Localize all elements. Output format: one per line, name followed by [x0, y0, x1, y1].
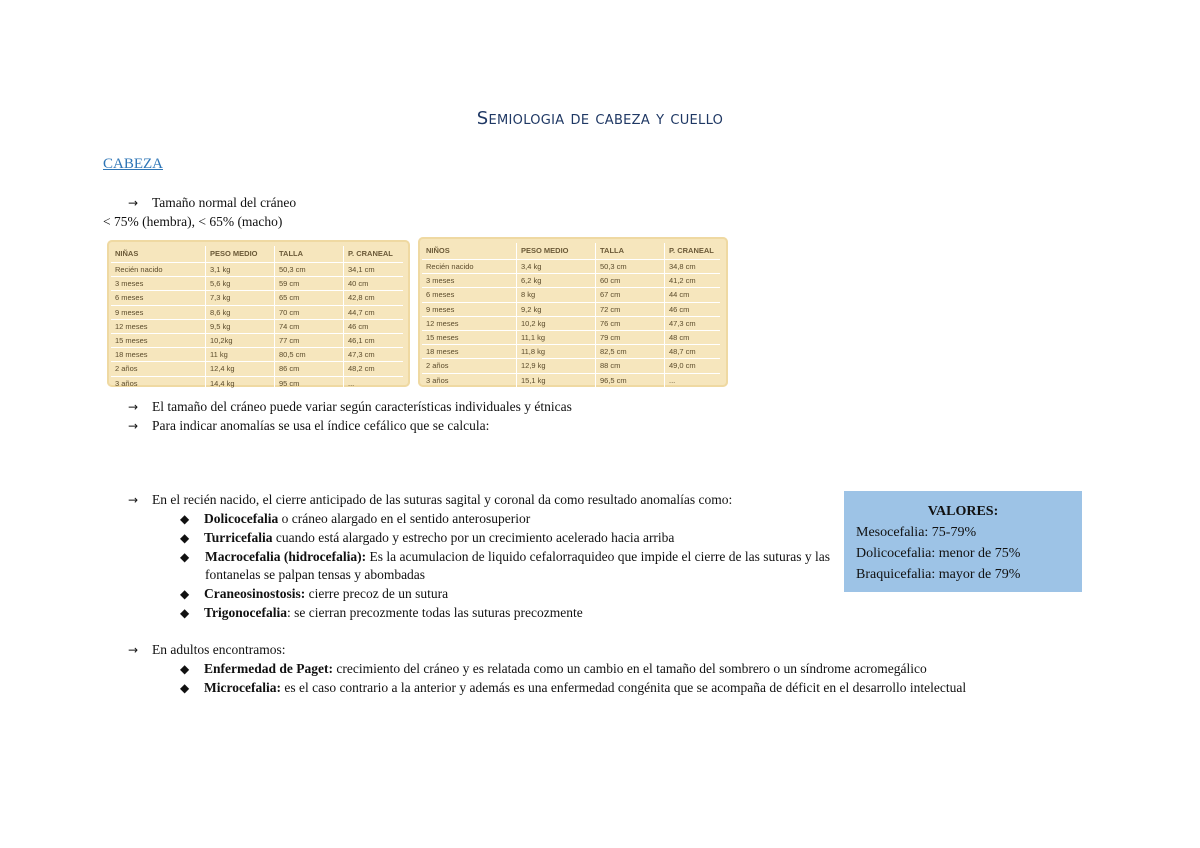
bullet-text: El tamaño del cráneo puede variar según características individuales y étnicas — [152, 399, 572, 414]
table-cell: 7,3 kg — [206, 291, 275, 305]
table-cell: 74 cm — [275, 319, 344, 333]
bullet-adultos — [128, 641, 285, 659]
definition: Es la acumulacion de liquido cefalorraquideo que impide el cierre de las suturas y las fontanelas se palpan tensas y abombadas — [205, 549, 830, 582]
table-cell: 46 cm — [344, 319, 404, 333]
table-cell: 47,3 cm — [344, 348, 404, 362]
table-cell: 3 meses — [111, 277, 206, 291]
table-cell: ... — [344, 376, 404, 390]
term: Dolicocefalia — [204, 511, 279, 526]
arrow-icon: → — [128, 400, 139, 414]
list-item-macrocefalia — [180, 548, 830, 584]
table-cell: 11,8 kg — [517, 345, 596, 359]
table-cell: 2 años — [422, 359, 517, 373]
table-row — [111, 263, 403, 277]
table-cell: 11 kg — [206, 348, 275, 362]
page-title: Semiologia de cabeza y cuello — [476, 108, 724, 129]
table-cell: 18 meses — [422, 345, 517, 359]
table-cell: 48 cm — [665, 330, 721, 344]
column-header: PESO MEDIO — [206, 246, 275, 263]
definition: es el caso contrario a la anterior y además es una enfermedad congénita que se acompaña de déficit en el desarrollo intelectual — [280, 680, 967, 695]
term: Microcefalia: — [204, 680, 281, 695]
table-cell: 15 meses — [422, 330, 517, 344]
table-cell: 6,2 kg — [517, 274, 596, 288]
table-cell: 50,3 cm — [275, 263, 344, 277]
table-cell: 9,5 kg — [206, 319, 275, 333]
table-cell: 9 meses — [111, 305, 206, 319]
definition: o cráneo alargado en el sentido anterosuperior — [278, 511, 531, 526]
table-body — [422, 260, 720, 387]
table-cell: 3 años — [422, 373, 517, 387]
table-cell: 12,4 kg — [206, 362, 275, 376]
arrow-icon: → — [128, 493, 139, 507]
table-row — [111, 305, 403, 319]
table-cell: 95 cm — [275, 376, 344, 390]
table-body — [111, 263, 403, 390]
table-cell: 12 meses — [422, 316, 517, 330]
column-header: P. CRANEAL — [344, 246, 404, 263]
term: Macrocefalia (hidrocefalia): — [205, 549, 367, 564]
table-cell: 46,1 cm — [344, 333, 404, 347]
definition-block — [205, 548, 830, 584]
table-cell: 65 cm — [275, 291, 344, 305]
table-cell: 49,0 cm — [665, 359, 721, 373]
table-cell: 10,2kg — [206, 333, 275, 347]
table-cell: 3,4 kg — [517, 260, 596, 274]
table-cell: 18 meses — [111, 348, 206, 362]
valores-box — [844, 491, 1082, 592]
table-cell: 48,7 cm — [665, 345, 721, 359]
table-ninas — [107, 240, 410, 387]
valores-line: Mesocefalia: 75-79% — [856, 525, 977, 540]
table-row — [422, 288, 720, 302]
table-cell: Recién nacido — [111, 263, 206, 277]
table-cell: 14,4 kg — [206, 376, 275, 390]
table-header-row — [422, 243, 720, 260]
table-cell: 8,6 kg — [206, 305, 275, 319]
table-cell: 47,3 cm — [665, 316, 721, 330]
diamond-bullet-icon: ◆ — [180, 550, 190, 564]
bullet-text: Para indicar anomalías se usa el índice cefálico que se calcula: — [152, 418, 490, 433]
table-cell: 80,5 cm — [275, 348, 344, 362]
table-cell: 12,9 kg — [517, 359, 596, 373]
list-item-microcefalia — [180, 679, 966, 697]
table-row — [111, 291, 403, 305]
bullet-recien-nacido — [128, 491, 732, 509]
arrow-icon: → — [128, 643, 139, 657]
list-item-craneosinostosis — [180, 585, 448, 603]
list-item-trigonocefalia — [180, 604, 583, 622]
table-cell: 3 años — [111, 376, 206, 390]
table-row — [111, 319, 403, 333]
definition: cuando está alargado y estrecho por un crecimiento acelerado hacia arriba — [272, 530, 675, 545]
table-row — [111, 277, 403, 291]
table-cell: 76 cm — [596, 316, 665, 330]
table-cell: 82,5 cm — [596, 345, 665, 359]
column-header: P. CRANEAL — [665, 243, 721, 260]
table-cell: 86 cm — [275, 362, 344, 376]
bullet-text: En adultos encontramos: — [152, 642, 286, 657]
table-cell: 3,1 kg — [206, 263, 275, 277]
bullet-text: En el recién nacido, el cierre anticipado de las suturas sagital y coronal da como resultado anomalías como: — [152, 492, 733, 507]
valores-title: VALORES: — [927, 504, 999, 519]
table-cell: 79 cm — [596, 330, 665, 344]
table-row — [422, 274, 720, 288]
table-cell: 44 cm — [665, 288, 721, 302]
table-cell: 34,8 cm — [665, 260, 721, 274]
intro-bullet — [128, 194, 296, 212]
table-cell: 10,2 kg — [517, 316, 596, 330]
table-cell: 8 kg — [517, 288, 596, 302]
table-cell: 42,8 cm — [344, 291, 404, 305]
definition: cierre precoz de un sutura — [305, 586, 449, 601]
table-ninos — [418, 237, 728, 387]
table-row — [111, 376, 403, 390]
table-row — [422, 260, 720, 274]
valores-line: Braquicefalia: mayor de 79% — [856, 567, 1021, 582]
column-header: NIÑOS — [426, 245, 450, 255]
table-cell: 70 cm — [275, 305, 344, 319]
valores-line: Dolicocefalia: menor de 75% — [856, 546, 1021, 561]
term: Trigonocefalia — [204, 605, 287, 620]
table-row — [422, 330, 720, 344]
table-cell: 59 cm — [275, 277, 344, 291]
diamond-bullet-icon: ◆ — [180, 512, 190, 526]
definition: crecimiento del cráneo y es relatada como un cambio en el tamaño del sombrero o un síndrome acromegálico — [332, 661, 927, 676]
table-cell: 77 cm — [275, 333, 344, 347]
diamond-bullet-icon: ◆ — [180, 531, 190, 545]
arrow-icon: → — [128, 196, 139, 210]
column-header: TALLA — [596, 243, 665, 260]
intro-note: < 75% (hembra), < 65% (macho) — [103, 214, 283, 229]
list-item-paget — [180, 660, 927, 678]
table-row — [111, 362, 403, 376]
table-cell: 5,6 kg — [206, 277, 275, 291]
table-cell: 40 cm — [344, 277, 404, 291]
list-item-turricefalia — [180, 529, 674, 547]
table-cell: 2 años — [111, 362, 206, 376]
table-row — [422, 345, 720, 359]
table-cell: 41,2 cm — [665, 274, 721, 288]
table-row — [111, 333, 403, 347]
table-cell: 88 cm — [596, 359, 665, 373]
table-cell: 67 cm — [596, 288, 665, 302]
column-header: NIÑAS — [115, 248, 139, 258]
term: Turricefalia — [204, 530, 273, 545]
table-cell: ... — [665, 373, 721, 387]
table-row — [111, 348, 403, 362]
definition: : se cierran precozmente todas las suturas precozmente — [286, 605, 583, 620]
table-cell: 3 meses — [422, 274, 517, 288]
diamond-bullet-icon: ◆ — [180, 606, 190, 620]
table-cell: 15,1 kg — [517, 373, 596, 387]
table-cell: 50,3 cm — [596, 260, 665, 274]
intro-bullet-text: Tamaño normal del cráneo — [152, 195, 297, 210]
table-cell: 60 cm — [596, 274, 665, 288]
list-item-dolicocefalia — [180, 510, 530, 528]
table-cell: 12 meses — [111, 319, 206, 333]
term: Enfermedad de Paget: — [204, 661, 333, 676]
column-header: PESO MEDIO — [517, 243, 596, 260]
table-row — [422, 373, 720, 387]
table-cell: 6 meses — [111, 291, 206, 305]
diamond-bullet-icon: ◆ — [180, 587, 190, 601]
bullet-variation — [128, 398, 572, 416]
table-cell: 6 meses — [422, 288, 517, 302]
table-cell: 15 meses — [111, 333, 206, 347]
table-cell: 11,1 kg — [517, 330, 596, 344]
table-cell: 72 cm — [596, 302, 665, 316]
table-row — [422, 316, 720, 330]
table-row — [422, 359, 720, 373]
table-cell: 96,5 cm — [596, 373, 665, 387]
table-cell: 9,2 kg — [517, 302, 596, 316]
table-cell: 44,7 cm — [344, 305, 404, 319]
table-cell: 46 cm — [665, 302, 721, 316]
bullet-indice-cefalico — [128, 417, 489, 435]
table-row — [422, 302, 720, 316]
diamond-bullet-icon: ◆ — [180, 681, 190, 695]
arrow-icon: → — [128, 419, 139, 433]
term: Craneosinostosis: — [204, 586, 306, 601]
table-cell: 48,2 cm — [344, 362, 404, 376]
table-cell: Recién nacido — [422, 260, 517, 274]
table-header-row — [111, 246, 403, 263]
section-heading-cabeza: CABEZA — [103, 156, 163, 172]
table-cell: 9 meses — [422, 302, 517, 316]
diamond-bullet-icon: ◆ — [180, 662, 190, 676]
table-cell: 34,1 cm — [344, 263, 404, 277]
column-header: TALLA — [275, 246, 344, 263]
